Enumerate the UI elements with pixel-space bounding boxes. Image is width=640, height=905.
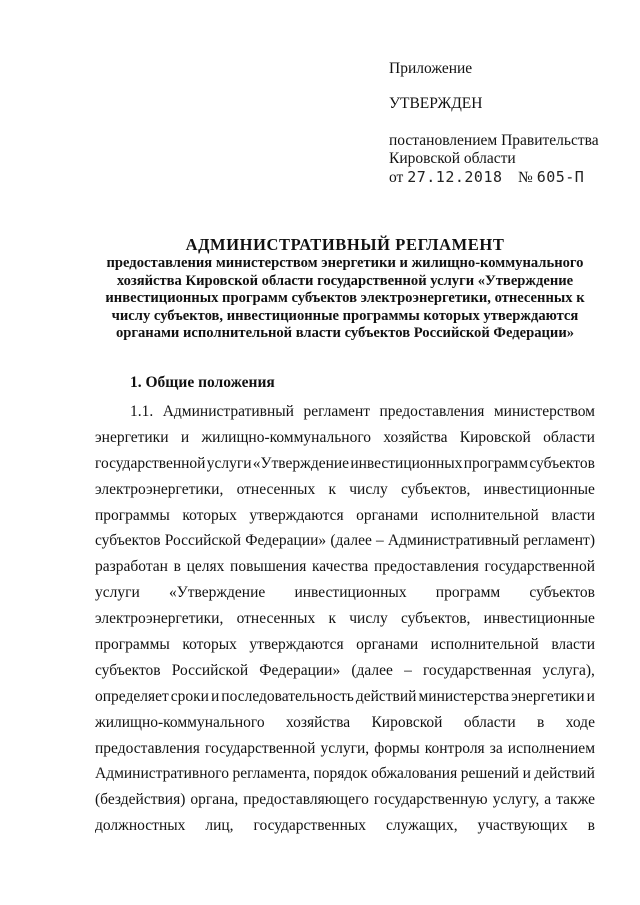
body-word: (далее <box>330 532 372 550</box>
body-word: государственных <box>253 817 367 835</box>
body-word: в <box>587 817 595 835</box>
body-word: программы <box>95 635 170 653</box>
body-word: должностных <box>95 817 186 835</box>
body-word: области <box>463 713 516 731</box>
body-word: услуги <box>95 584 140 602</box>
body-word: определяет <box>95 687 169 705</box>
body-line <box>95 684 595 710</box>
body-word: формы <box>374 739 420 757</box>
body-word: предоставления <box>379 402 485 420</box>
decree-date-number-line <box>389 168 619 187</box>
body-word: субъектов <box>95 532 161 550</box>
body-word: министерства <box>418 687 510 705</box>
body-line <box>95 425 595 451</box>
body-word: разработан <box>95 558 168 576</box>
body-word: программы <box>95 506 170 524</box>
body-word: области <box>543 428 595 446</box>
body-word: органами <box>356 506 419 524</box>
body-word: хозяйства <box>285 713 351 731</box>
body-word: электроэнергетики, <box>95 480 224 498</box>
body-word: к <box>328 480 336 498</box>
body-word: государственной <box>95 454 206 472</box>
body-line <box>95 813 595 839</box>
body-line <box>95 554 595 580</box>
body-word: предоставления <box>95 739 200 757</box>
body-word: «Утверждение <box>252 454 350 472</box>
body-word: инвестиционные <box>483 610 595 628</box>
body-word: контроля <box>424 739 485 757</box>
body-line <box>95 503 595 529</box>
body-word: субъектов <box>529 454 595 472</box>
body-word: в <box>173 558 181 576</box>
body-word: действий <box>355 687 417 705</box>
body-word: государственной <box>204 739 316 757</box>
body-word: последовательность <box>221 687 354 705</box>
subtitle-line: предоставления министерством энергетики и жилищно-коммунального <box>106 255 584 271</box>
body-line <box>95 736 595 762</box>
body-word: власти <box>551 635 595 653</box>
body-word: Кировской <box>371 713 443 731</box>
body-word: программ <box>435 584 501 602</box>
body-line <box>95 451 595 477</box>
body-word: инвестиционные <box>483 480 595 498</box>
body-word: органа, <box>190 791 239 809</box>
document-title-block <box>95 235 595 343</box>
body-word: – <box>376 532 384 550</box>
body-word: услуги <box>206 454 252 472</box>
body-word: министерством <box>493 402 595 420</box>
body-word: ходе <box>565 713 595 731</box>
body-word: за <box>489 739 503 757</box>
body-word: органами <box>356 635 419 653</box>
body-word: участвующих <box>477 817 568 835</box>
body-word: (бездействия) <box>95 791 186 809</box>
body-word: которых <box>182 506 237 524</box>
body-line <box>95 761 595 787</box>
body-word: в <box>537 713 545 731</box>
body-word: исполнительной <box>430 635 539 653</box>
body-word: числу <box>349 610 388 628</box>
body-word: «Утверждение <box>168 584 266 602</box>
body-word: субъектов <box>529 584 595 602</box>
body-word: (далее <box>351 661 393 679</box>
body-word: услуга), <box>542 661 595 679</box>
body-word: отнесенных <box>236 480 316 498</box>
body-word: также <box>556 791 595 809</box>
body-word: лиц, <box>205 817 234 835</box>
appendix-label: Приложение <box>389 60 473 77</box>
body-word: которых <box>182 635 237 653</box>
body-word: а <box>544 791 552 809</box>
subtitle-line: инвестиционных программ субъектов электроэнергетики, отнесенных к <box>105 290 585 306</box>
body-line <box>95 632 595 658</box>
body-word: услугу, <box>492 791 540 809</box>
body-word: целях <box>186 558 225 576</box>
approved-label: УТВЕРЖДЕН <box>389 95 483 112</box>
body-word: к <box>328 610 336 628</box>
body-word: государственной <box>484 558 595 576</box>
body-word: утверждаются <box>249 635 344 653</box>
decree-line-2: Кировской области <box>389 150 516 167</box>
body-word: служащих, <box>385 817 458 835</box>
body-word: хозяйства <box>383 428 448 446</box>
date-prefix: от <box>389 169 404 186</box>
body-word: и <box>522 765 531 783</box>
section-heading: 1. Общие положения <box>130 374 275 391</box>
body-line <box>95 477 595 503</box>
body-word: государственная <box>422 661 532 679</box>
body-word: регламент) <box>523 532 595 550</box>
handwritten-date: 27.12.2018 <box>407 168 503 186</box>
body-word: программ <box>463 454 529 472</box>
body-word: энергетики <box>511 687 585 705</box>
subtitle-line: хозяйства Кировской области государственной услуги «Утверждение <box>116 272 574 289</box>
body-word: субъектов, <box>400 610 471 628</box>
decree-line-1: постановлением Правительства <box>389 132 599 149</box>
body-line <box>95 399 595 425</box>
body-word: инвестиционных <box>294 584 407 602</box>
body-word: регламент <box>303 402 371 420</box>
body-word: и <box>210 687 220 705</box>
body-word: сроки <box>170 687 209 705</box>
body-word: числу <box>349 480 388 498</box>
body-word: повышения <box>230 558 307 576</box>
body-word: порядок <box>313 765 368 783</box>
body-word: субъектов <box>95 661 161 679</box>
body-line <box>95 580 595 606</box>
document-title: АДМИНИСТРАТИВНЫЙ РЕГЛАМЕНТ <box>185 235 505 254</box>
body-word: 1.1. <box>130 402 154 420</box>
body-line <box>95 710 595 736</box>
approval-stamp-block <box>389 60 619 187</box>
body-word: электроэнергетики, <box>95 610 224 628</box>
body-word: предоставляющего <box>243 791 369 809</box>
body-word: и <box>180 428 190 446</box>
body-word: качества <box>312 558 369 576</box>
body-word: Административного <box>95 765 229 783</box>
body-line <box>95 787 595 813</box>
body-word: субъектов, <box>400 480 471 498</box>
body-word: энергетики <box>95 428 169 446</box>
body-word: регламента, <box>232 765 310 783</box>
body-line <box>95 528 595 554</box>
body-word: предоставления <box>373 558 479 576</box>
subtitle-line: органами исполнительной власти субъектов Российской Федерации» <box>115 325 575 341</box>
handwritten-number: 605-П <box>536 168 585 186</box>
body-line <box>95 658 595 684</box>
body-word: жилищно-коммунального <box>201 428 372 446</box>
body-word: Административный <box>387 532 520 550</box>
body-word: услуги, <box>320 739 370 757</box>
body-word: решений <box>460 765 520 783</box>
body-word: Кировской <box>459 428 531 446</box>
body-text <box>95 399 595 839</box>
body-word: власти <box>551 506 595 524</box>
body-word: исполнительной <box>430 506 539 524</box>
body-word: Федерации» <box>245 532 327 550</box>
body-word: обжалования <box>371 765 458 783</box>
body-word: исполнением <box>507 739 595 757</box>
body-word: и <box>586 687 595 705</box>
body-word: инвестиционных <box>350 454 463 472</box>
subtitle-line: числу субъектов, инвестиционные программы которых утверждаются <box>111 307 579 324</box>
body-word: Административный <box>162 402 294 420</box>
body-word: государственную <box>373 791 488 809</box>
body-word: утверждаются <box>249 506 344 524</box>
body-word: Федерации» <box>259 661 341 679</box>
body-line <box>95 606 595 632</box>
number-prefix: № <box>518 169 533 186</box>
body-word: – <box>404 661 412 679</box>
body-word: Российской <box>171 661 249 679</box>
body-word: жилищно-коммунального <box>95 713 265 731</box>
body-word: Российской <box>164 532 242 550</box>
body-word: отнесенных <box>236 610 316 628</box>
body-word: действий <box>534 765 595 783</box>
